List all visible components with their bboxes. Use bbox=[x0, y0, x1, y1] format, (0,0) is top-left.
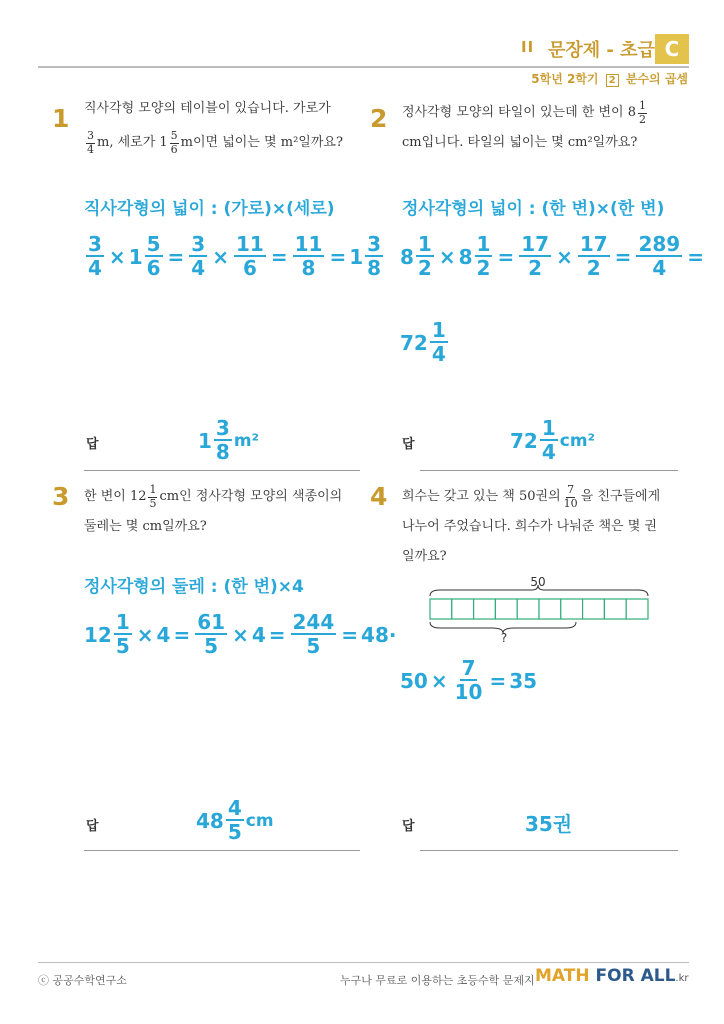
problem-4-text bbox=[402, 482, 692, 572]
header-divider bbox=[38, 66, 689, 68]
problem-3-text-b: cm인 정사각형 모양의 색종이의 bbox=[159, 489, 343, 504]
page-title: 문장제 - 초급 bbox=[548, 40, 655, 61]
problem-4-text-c: 나누어 주었습니다. 희수가 나눠준 책은 몇 권 bbox=[402, 519, 657, 534]
level-badge: C bbox=[655, 34, 689, 64]
problem-1-text-c: m이면 넓이는 몇 m²일까요? bbox=[180, 135, 343, 150]
tape-diagram bbox=[420, 572, 660, 644]
problem-1-fraction-2: 5 6 bbox=[170, 128, 178, 156]
problem-1-text-b: m, 세로가 1 bbox=[97, 135, 168, 150]
problem-1-answer: 1 $\frac{3}{8}$ m² bbox=[198, 416, 260, 464]
problem-4-text-a: 희수는 갖고 있는 책 50권의 bbox=[402, 489, 561, 504]
unit-number: 2 bbox=[606, 74, 619, 87]
problem-4-answer-line bbox=[420, 850, 678, 851]
problem-4-fraction-1: 7 10 bbox=[563, 482, 578, 510]
problem-2-answer-line bbox=[420, 470, 678, 471]
problem-4-text-d: 일까요? bbox=[402, 549, 447, 564]
problem-4-calculation: 50 × $\frac{7}{10}$ = 35 bbox=[400, 656, 538, 704]
problem-3-text-c: 둘레는 몇 cm일까요? bbox=[84, 519, 207, 534]
tape-cell bbox=[495, 599, 517, 619]
problem-2-fraction-1: 1 2 bbox=[639, 98, 646, 126]
problem-3-number: 3 bbox=[52, 482, 70, 511]
problem-2-calculation-result: 72 $\frac{1}{4}$ bbox=[400, 318, 446, 366]
problem-3-fraction-1: 1 5 bbox=[149, 482, 157, 510]
problem-3-formula: 정사각형의 둘레 : (한 변)×4 bbox=[84, 577, 304, 597]
diagram-top-label: 50 bbox=[530, 575, 546, 589]
problem-3-answer-line bbox=[84, 850, 360, 851]
problem-1-formula: 직사각형의 넓이 : (가로)×(세로) bbox=[84, 199, 335, 219]
problem-3-answer-label: 답 bbox=[86, 819, 99, 834]
problem-1-number: 1 bbox=[52, 104, 70, 133]
problem-1-answer-label: 답 bbox=[86, 437, 99, 452]
header-marks: II bbox=[521, 38, 535, 56]
problem-2-text-a: 정사각형 모양의 타일이 있는데 한 변이 8 bbox=[402, 105, 636, 120]
footer-tagline: 누구나 무료로 이용하는 초등수학 문제지 bbox=[340, 974, 535, 987]
problem-3-text-a: 한 변이 12 bbox=[84, 489, 147, 504]
tape-cell bbox=[452, 599, 474, 619]
problem-2-calculation: 8 $\frac{1}{2}$ × 8 $\frac{1}{2}$ = $\frac{17}{2}$ × $\frac{17}{2}$ = $\frac{289}{4}$ = bbox=[400, 232, 704, 280]
mathforall-logo: MATH FOR ALL.kr bbox=[535, 966, 689, 986]
problem-2-text bbox=[402, 98, 692, 158]
problem-2-number: 2 bbox=[370, 104, 388, 133]
tape-cell bbox=[583, 599, 605, 619]
problem-2-answer-label: 답 bbox=[402, 437, 415, 452]
diagram-bottom-label: ? bbox=[500, 631, 508, 644]
footer-copyright: ⓒ 공공수학연구소 bbox=[38, 974, 127, 987]
problem-2-text-b: cm입니다. 타일의 넓이는 몇 cm²일까요? bbox=[402, 135, 638, 150]
problem-1-text-a: 직사각형 모양의 테이블이 있습니다. 가로가 bbox=[84, 101, 331, 116]
problem-3-text bbox=[84, 482, 362, 542]
footer-divider bbox=[38, 962, 689, 963]
unit-subtitle bbox=[531, 70, 688, 87]
problem-4-number: 4 bbox=[370, 482, 388, 511]
problem-3-answer: 48 $\frac{4}{5}$ cm bbox=[196, 796, 274, 844]
problem-4-answer: 35권 bbox=[525, 812, 573, 836]
tape-cell bbox=[626, 599, 648, 619]
tape-cell bbox=[561, 599, 583, 619]
problem-4-answer-label: 답 bbox=[402, 819, 415, 834]
tape-cell bbox=[539, 599, 561, 619]
problem-1-calculation: $\frac{3}{4}$ × 1 $\frac{5}{6}$ = $\frac{3}{4}$ × $\frac{11}{6}$ = $\frac{11}{8}$ = 1 $\frac{3}{8}$ bbox=[88, 232, 382, 280]
problem-4-text-b: 을 친구들에게 bbox=[580, 489, 661, 504]
problem-2-formula: 정사각형의 넓이 : (한 변)×(한 변) bbox=[402, 199, 665, 219]
problem-1-text bbox=[84, 94, 359, 158]
problem-1-answer-line bbox=[84, 470, 360, 471]
tape-cell bbox=[430, 599, 452, 619]
problem-3-calculation: 12 $\frac{1}{5}$ × 4 = $\frac{61}{5}$ × 4 = $\frac{244}{5}$ = 48· bbox=[84, 610, 397, 658]
tape-cell bbox=[474, 599, 496, 619]
unit-name: 분수의 곱셈 bbox=[625, 72, 688, 86]
problem-2-answer: 72 $\frac{1}{4}$ cm² bbox=[510, 416, 596, 464]
problem-1-fraction-1: 3 4 bbox=[87, 128, 94, 156]
tape-cells bbox=[430, 599, 648, 619]
grade-label: 5학년 2학기 bbox=[531, 72, 599, 86]
tape-cell bbox=[517, 599, 539, 619]
tape-cell bbox=[604, 599, 626, 619]
